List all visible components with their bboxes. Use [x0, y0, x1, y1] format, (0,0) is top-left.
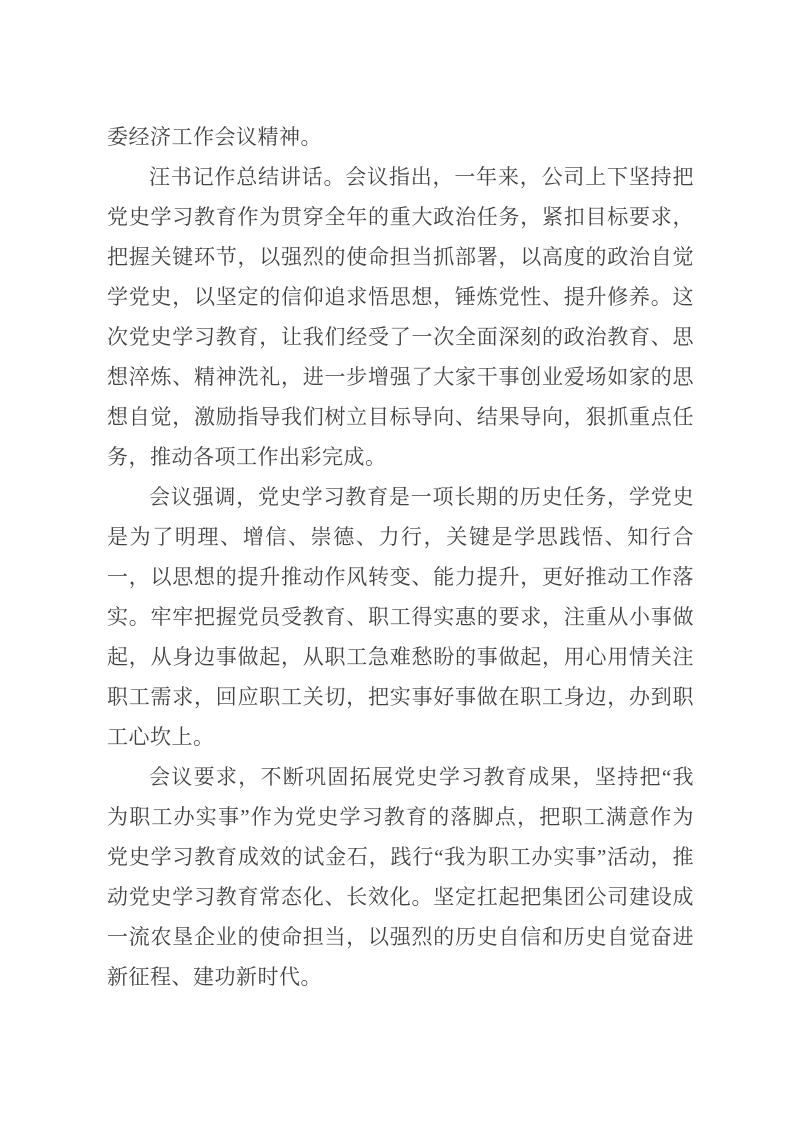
paragraph: 会议强调，党史学习教育是一项长期的历史任务，学党史是为了明理、增信、崇德、力行，关键是学思践悟、知行合一，以思想的提升推动作风转变、能力提升，更好推动工作落实。牢牢把握党员受教育、职工得实惠的要求，注重从小事做起，从身边事做起，从职工急难愁盼的事做起，用心用情关注职工需求，回应职工关切，把实事好事做在职工身边，办到职工心坎上。 [107, 485, 694, 749]
paragraph: 会议要求，不断巩固拓展党史学习教育成果，坚持把“我为职工办实事”作为党史学习教育的落脚点，把职工满意作为党史学习教育成效的试金石，践行“我为职工办实事”活动，推动党史学习教育常态化、长效化。坚定扛起把集团公司建设成一流农垦企业的使命担当，以强烈的历史自信和历史自觉奋进新征程、建功新时代。 [107, 765, 694, 989]
paragraph: 汪书记作总结讲话。会议指出，一年来，公司上下坚持把党史学习教育作为贯穿全年的重大政治任务，紧扣目标要求，把握关键环节，以强烈的使命担当抓部署，以高度的政治自觉学党史，以坚定的信仰追求悟思想，锤炼党性、提升修养。这次党史学习教育，让我们经受了一次全面深刻的政治教育、思想淬炼、精神洗礼，进一步增强了大家干事创业爱场如家的思想自觉，激励指导我们树立目标导向、结果导向，狠抓重点任务，推动各项工作出彩完成。 [107, 165, 694, 469]
document-body-text [107, 117, 694, 997]
paragraph: 委经济工作会议精神。 [107, 125, 322, 149]
